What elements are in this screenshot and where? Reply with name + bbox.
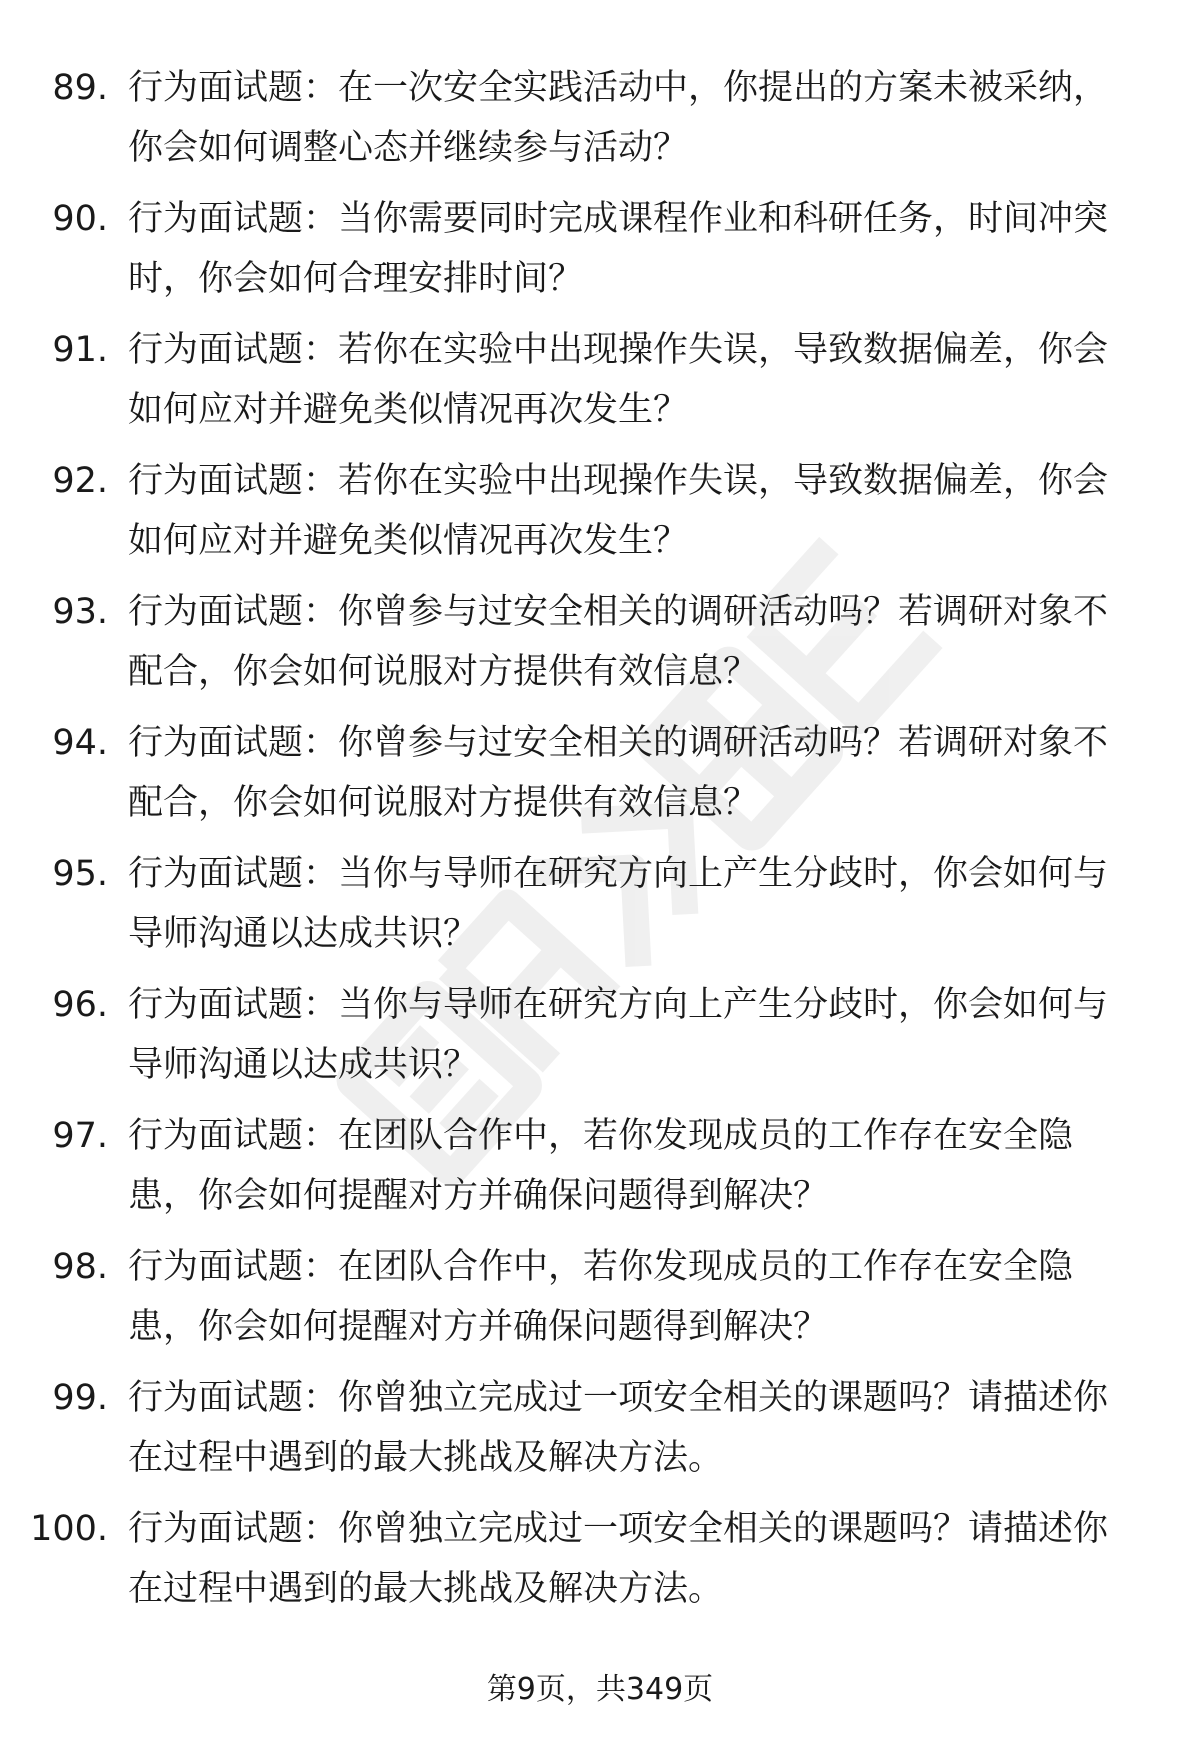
question-number: 98. [52, 1247, 108, 1287]
question-number: 89. [52, 68, 108, 108]
question-text-line: 行为面试题：你曾独立完成过一项安全相关的课题吗？请描述你 [128, 1378, 1109, 1418]
question-text-line: 行为面试题：在团队合作中，若你发现成员的工作存在安全隐 [128, 1116, 1074, 1156]
question-item [0, 975, 1200, 1106]
question-number: 97. [52, 1116, 108, 1156]
page-number-footer: 第9页，共349页 [486, 1672, 714, 1707]
question-text-line: 行为面试题：当你需要同时完成课程作业和科研任务，时间冲突 [128, 199, 1109, 239]
question-text-line: 患，你会如何提醒对方并确保问题得到解决？ [128, 1307, 829, 1347]
question-item [0, 713, 1200, 844]
question-number: 90. [52, 199, 108, 239]
question-text-line: 行为面试题：在一次安全实践活动中，你提出的方案未被采纳， [128, 68, 1109, 108]
question-number: 94. [52, 723, 108, 763]
question-text-line: 行为面试题：若你在实验中出现操作失误，导致数据偏差，你会 [128, 330, 1109, 370]
question-text [128, 844, 1148, 964]
question-list [0, 58, 1200, 1630]
question-item [0, 1368, 1200, 1499]
question-item [0, 1237, 1200, 1368]
question-text [128, 1106, 1148, 1226]
question-item [0, 451, 1200, 582]
question-number: 100. [30, 1509, 108, 1549]
question-text-line: 配合，你会如何说服对方提供有效信息？ [128, 783, 759, 823]
question-number: 92. [52, 461, 108, 501]
question-text [128, 58, 1148, 178]
question-item [0, 58, 1200, 189]
question-item [0, 320, 1200, 451]
question-number: 96. [52, 985, 108, 1025]
question-text-line: 导师沟通以达成共识？ [128, 1045, 479, 1085]
question-text-line: 你会如何调整心态并继续参与活动？ [128, 128, 689, 168]
question-item [0, 1106, 1200, 1237]
question-text-line: 患，你会如何提醒对方并确保问题得到解决？ [128, 1176, 829, 1216]
question-text-line: 如何应对并避免类似情况再次发生？ [128, 521, 689, 561]
question-text-line: 配合，你会如何说服对方提供有效信息？ [128, 652, 759, 692]
question-item [0, 582, 1200, 713]
question-text [128, 975, 1148, 1095]
question-text-line: 行为面试题：当你与导师在研究方向上产生分歧时，你会如何与 [128, 985, 1109, 1025]
question-text-line: 行为面试题：你曾独立完成过一项安全相关的课题吗？请描述你 [128, 1509, 1109, 1549]
question-text [128, 582, 1148, 702]
question-text-line: 行为面试题：你曾参与过安全相关的调研活动吗？若调研对象不 [128, 592, 1109, 632]
question-text [128, 320, 1148, 440]
question-item [0, 844, 1200, 975]
question-text [128, 1499, 1148, 1619]
question-number: 99. [52, 1378, 108, 1418]
question-item [0, 1499, 1200, 1630]
question-number: 95. [52, 854, 108, 894]
question-text-line: 行为面试题：你曾参与过安全相关的调研活动吗？若调研对象不 [128, 723, 1109, 763]
question-text-line: 在过程中遇到的最大挑战及解决方法。 [128, 1438, 724, 1478]
question-text-line: 时，你会如何合理安排时间？ [128, 259, 584, 299]
question-text [128, 713, 1148, 833]
question-number: 93. [52, 592, 108, 632]
question-text [128, 451, 1148, 571]
question-text [128, 1237, 1148, 1357]
question-text-line: 导师沟通以达成共识？ [128, 914, 479, 954]
question-text [128, 1368, 1148, 1488]
question-text-line: 行为面试题：当你与导师在研究方向上产生分歧时，你会如何与 [128, 854, 1109, 894]
question-text-line: 行为面试题：在团队合作中，若你发现成员的工作存在安全隐 [128, 1247, 1074, 1287]
question-text [128, 189, 1148, 309]
question-item [0, 189, 1200, 320]
question-number: 91. [52, 330, 108, 370]
question-text-line: 如何应对并避免类似情况再次发生？ [128, 390, 689, 430]
question-text-line: 在过程中遇到的最大挑战及解决方法。 [128, 1569, 724, 1609]
question-text-line: 行为面试题：若你在实验中出现操作失误，导致数据偏差，你会 [128, 461, 1109, 501]
